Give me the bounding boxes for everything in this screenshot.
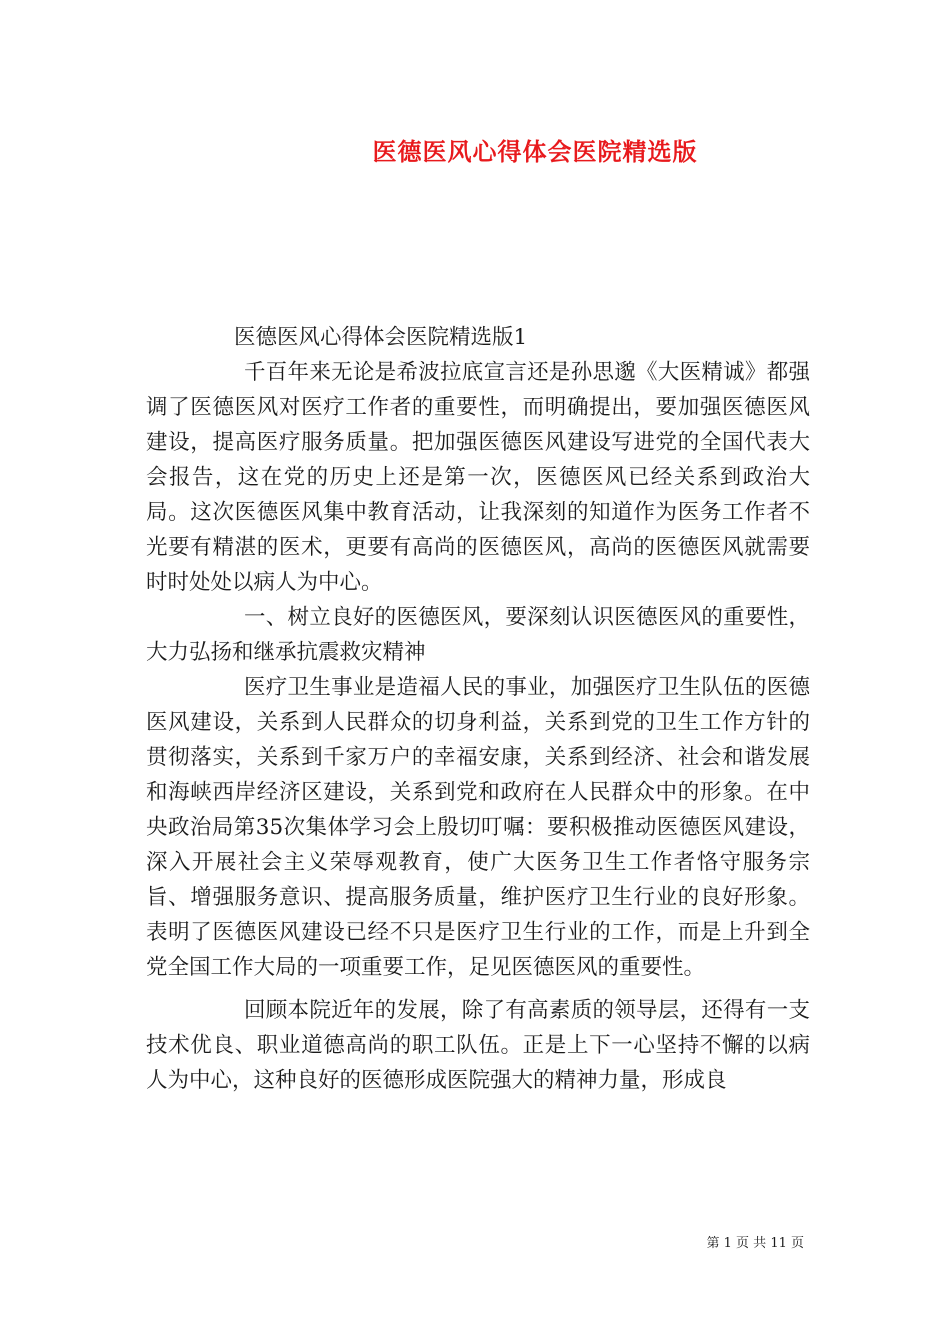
- document-title: 医德医风心得体会医院精选版: [372, 138, 698, 166]
- paragraph-4: 回顾本院近年的发展，除了有高素质的领导层，还得有一支技术优良、职业道德高尚的职工队伍。正是上下一心坚持不懈的以病人为中心，这种良好的医德形成医院强大的精神力量，形成良: [146, 998, 810, 1093]
- document-body: [146, 320, 810, 1098]
- document-subtitle: 医德医风心得体会医院精选版1: [234, 325, 528, 350]
- paragraph-3: 医疗卫生事业是造福人民的事业，加强医疗卫生队伍的医德医风建设，关系到人民群众的切身利益，关系到党的卫生工作方针的贯彻落实，关系到千家万户的幸福安康，关系到经济、社会和谐发展和海峡西岸经济区建设，关系到党和政府在人民群众中的形象。在中央政治局第35次集体学习会上殷切叮嘱：要积极推动医德医风建设，深入开展社会主义荣辱观教育，使广大医务卫生工作者恪守服务宗旨、增强服务意识、提高服务质量，维护医疗卫生行业的良好形象。表明了医德医风建设已经不只是医疗卫生行业的工作，而是上升到全党全国工作大局的一项重要工作，足见医德医风的重要性。: [146, 675, 810, 980]
- page-number-footer: 第 1 页 共 11 页: [706, 1236, 804, 1251]
- paragraph-1: 千百年来无论是希波拉底宣言还是孙思邈《大医精诚》都强调了医德医风对医疗工作者的重要性，而明确提出，要加强医德医风建设，提高医疗服务质量。把加强医德医风建设写进党的全国代表大会报告，这在党的历史上还是第一次，医德医风已经关系到政治大局。这次医德医风集中教育活动，让我深刻的知道作为医务工作者不光要有精湛的医术，更要有高尚的医德医风，高尚的医德医风就需要时时处处以病人为中心。: [146, 360, 810, 595]
- paragraph-2-heading: 一、树立良好的医德医风，要深刻认识医德医风的重要性，大力弘扬和继承抗震救灾精神: [146, 605, 810, 665]
